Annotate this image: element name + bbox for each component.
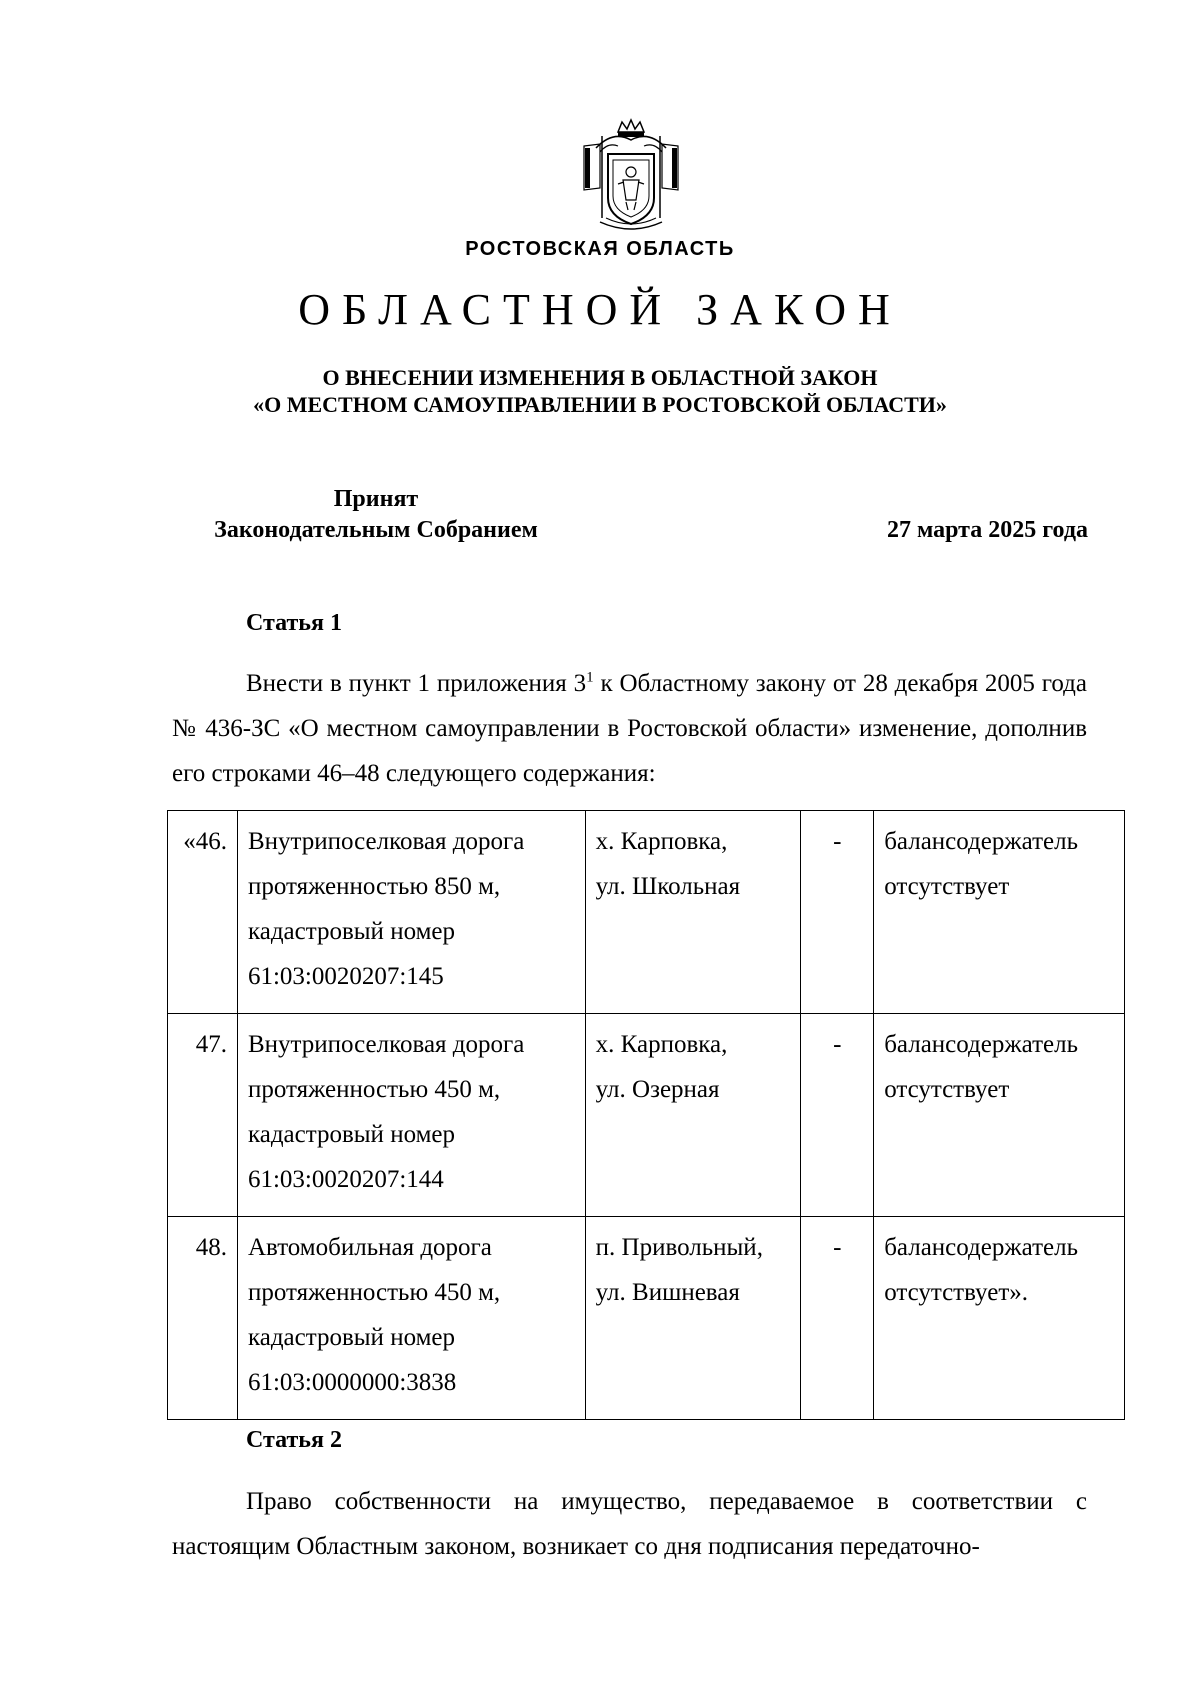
article-1-text-part: к Областному закону от 28 декабря 2005 года № 436-ЗС «О местном самоуправлении в Ростовской области» изменение, дополнив его строками 46–48 следующего содержания: xyxy=(172,670,1088,787)
adopted-label: Принят xyxy=(333,486,419,512)
table-row xyxy=(168,1217,1125,1420)
article-1-heading: Статья 1 xyxy=(246,610,342,636)
row-number: 47. xyxy=(168,1014,238,1217)
empty-value: - xyxy=(801,1217,874,1420)
desc-line: протяженностью 850 м, xyxy=(247,873,501,900)
loc-line: ул. Вишневая xyxy=(595,1279,740,1306)
owner-line: отсутствует xyxy=(884,873,1010,900)
empty-value: - xyxy=(801,1014,874,1217)
row-number: «46. xyxy=(168,811,238,1014)
adoption-block xyxy=(176,484,576,546)
law-title-line: «О МЕСТНОМ САМОУПРАВЛЕНИИ В РОСТОВСКОЙ ОБЛАСТИ» xyxy=(253,392,947,417)
owner-line: балансодержатель xyxy=(884,828,1078,855)
law-title xyxy=(0,364,1200,418)
loc-line: х. Карповка, xyxy=(595,1031,728,1058)
amendment-table xyxy=(167,810,1125,1420)
article-1-text xyxy=(172,661,1087,796)
desc-line: 61:03:0020207:144 xyxy=(247,1166,444,1193)
loc-line: ул. Озерная xyxy=(595,1076,720,1103)
rostov-oblast-coat-of-arms-icon xyxy=(578,118,684,236)
object-description xyxy=(237,1014,585,1217)
loc-line: ул. Школьная xyxy=(595,873,741,900)
law-type: ОБЛАСТНОЙ ЗАКОН xyxy=(298,285,902,334)
object-description xyxy=(237,811,585,1014)
object-location xyxy=(585,1014,801,1217)
desc-line: 61:03:0020207:145 xyxy=(247,963,444,990)
adopted-by: Законодательным Собранием xyxy=(214,517,538,543)
balance-holder xyxy=(874,1014,1125,1217)
owner-line: отсутствует». xyxy=(884,1279,1028,1306)
law-title-line: О ВНЕСЕНИИ ИЗМЕНЕНИЯ В ОБЛАСТНОЙ ЗАКОН xyxy=(322,365,878,390)
loc-line: п. Привольный, xyxy=(595,1234,763,1261)
object-description xyxy=(237,1217,585,1420)
article-1-text-part: Внести в пункт 1 приложения 3 xyxy=(246,670,587,697)
empty-value: - xyxy=(801,811,874,1014)
table-row xyxy=(168,811,1125,1014)
object-location xyxy=(585,1217,801,1420)
balance-holder xyxy=(874,811,1125,1014)
desc-line: Автомобильная дорога xyxy=(247,1234,492,1261)
superscript: 1 xyxy=(586,669,594,686)
object-location xyxy=(585,811,801,1014)
row-number: 48. xyxy=(168,1217,238,1420)
desc-line: Внутрипоселковая дорога xyxy=(247,1031,525,1058)
table-row xyxy=(168,1014,1125,1217)
desc-line: кадастровый номер xyxy=(247,918,456,945)
balance-holder xyxy=(874,1217,1125,1420)
article-2-text: Право собственности на имущество, передаваемое в соответствии с настоящим Областным законом, возникает со дня подписания передаточно- xyxy=(172,1488,1087,1560)
owner-line: отсутствует xyxy=(884,1076,1010,1103)
desc-line: 61:03:0000000:3838 xyxy=(247,1369,457,1396)
owner-line: балансодержатель xyxy=(884,1234,1078,1261)
adoption-date: 27 марта 2025 года xyxy=(886,517,1088,543)
loc-line: х. Карповка, xyxy=(595,828,728,855)
desc-line: Внутрипоселковая дорога xyxy=(247,828,525,855)
desc-line: кадастровый номер xyxy=(247,1324,456,1351)
region-name: РОСТОВСКАЯ ОБЛАСТЬ xyxy=(465,238,735,260)
article-2-heading: Статья 2 xyxy=(246,1427,342,1453)
owner-line: балансодержатель xyxy=(884,1031,1078,1058)
desc-line: протяженностью 450 м, xyxy=(247,1279,501,1306)
desc-line: кадастровый номер xyxy=(247,1121,456,1148)
desc-line: протяженностью 450 м, xyxy=(247,1076,501,1103)
